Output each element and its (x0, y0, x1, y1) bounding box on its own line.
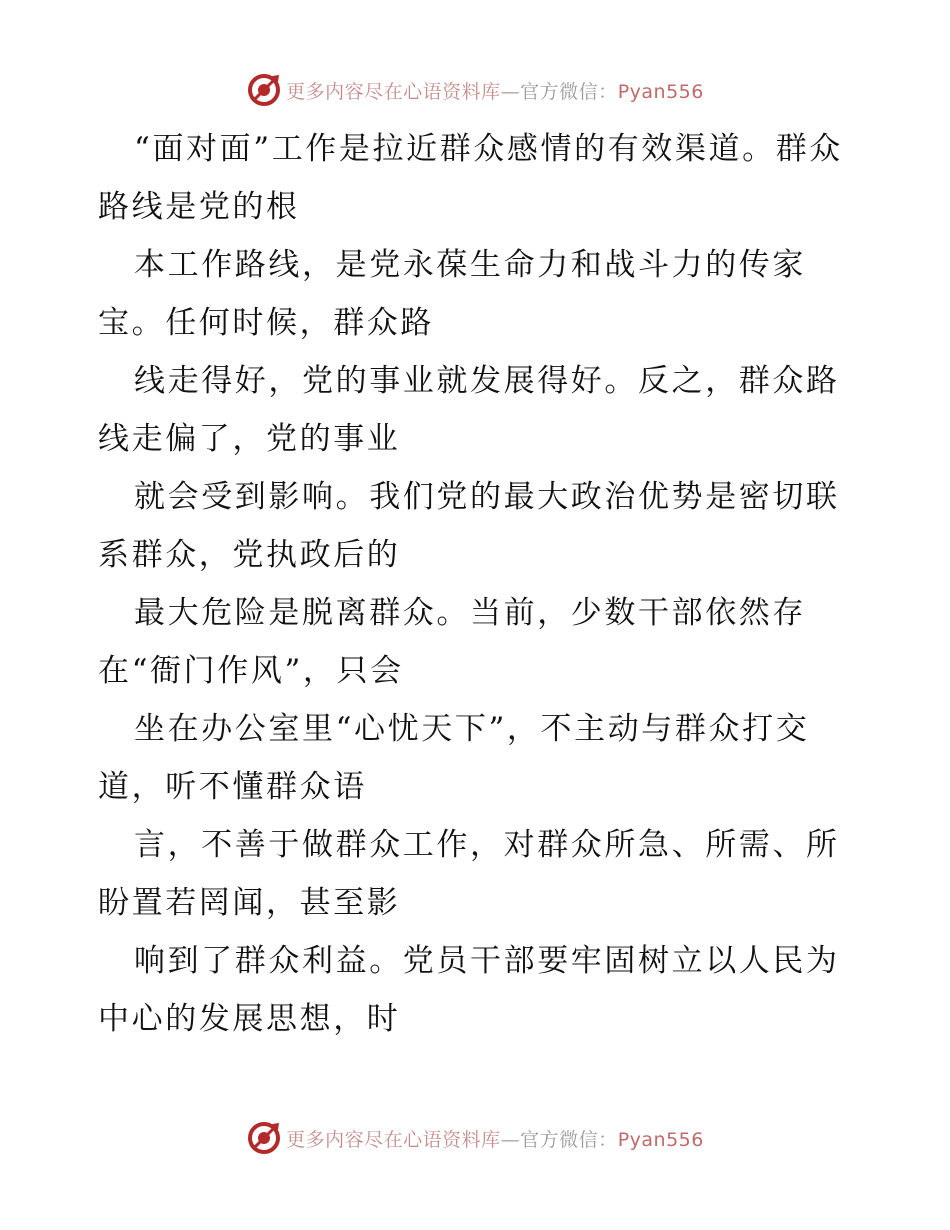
footer-watermark-banner (0, 1118, 950, 1158)
watermark-wechat-label: 官方微信： (520, 80, 618, 103)
watermark-text (286, 1125, 704, 1152)
paragraph: 最大危险是脱离群众。当前，少数干部依然存在“衙门作风”，只会 (98, 595, 806, 689)
paragraph: 线走得好，党的事业就发展得好。反之，群众路线走偏了，党的事业 (98, 363, 840, 457)
paragraph: 言，不善于做群众工作，对群众所急、所需、所盼置若罔闻，甚至影 (98, 827, 840, 921)
watermark-main: 更多内容尽在心语资料库 (286, 1128, 501, 1151)
paragraph: 响到了群众利益。党员干部要牢固树立以人民为中心的发展思想，时 (98, 943, 840, 1037)
document-body (98, 120, 858, 1048)
watermark-dash: — (500, 1128, 521, 1151)
watermark-dash: — (500, 80, 521, 103)
watermark-wechat-id: Pyan556 (617, 80, 704, 103)
watermark-wechat-label: 官方微信： (520, 1128, 618, 1151)
paragraph: 就会受到影响。我们党的最大政治优势是密切联系群众，党执政后的 (98, 479, 840, 573)
header-watermark-banner (0, 70, 950, 110)
watermark-wechat-id: Pyan556 (617, 1128, 704, 1151)
watermark-text (286, 77, 704, 104)
logo-icon (246, 72, 282, 108)
logo-icon (246, 1120, 282, 1156)
paragraph: 坐在办公室里“心忧天下”，不主动与群众打交道，听不懂群众语 (98, 711, 810, 805)
paragraph: “面对面”工作是拉近群众感情的有效渠道。群众路线是党的根 (98, 131, 843, 225)
paragraph: 本工作路线，是党永葆生命力和战斗力的传家宝。任何时候，群众路 (98, 247, 806, 341)
watermark-main: 更多内容尽在心语资料库 (286, 80, 501, 103)
